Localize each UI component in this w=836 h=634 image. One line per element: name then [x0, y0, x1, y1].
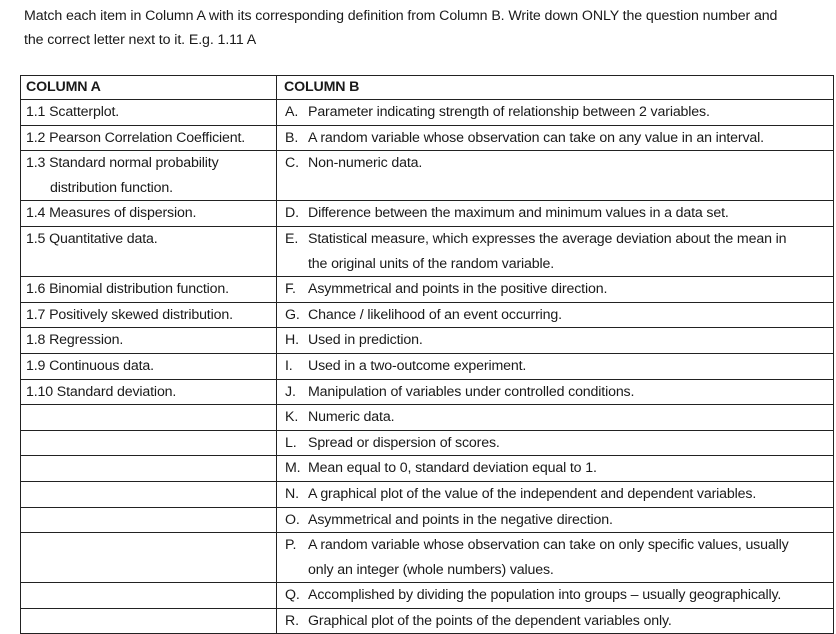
column-b-cell	[277, 583, 834, 609]
definition-line: Chance / likelihood of an event occurring.	[308, 306, 562, 323]
definition-text	[308, 227, 833, 276]
table-row	[21, 456, 834, 482]
definition-text	[308, 354, 833, 379]
column-b-cell	[277, 533, 834, 583]
column-b-cell	[277, 125, 834, 151]
definition-letter: I.	[285, 357, 293, 374]
definition-text	[308, 583, 833, 608]
column-b-cell	[277, 100, 834, 126]
definition-letter: A.	[285, 104, 299, 120]
definition-line: Graphical plot of the points of the dependent variables only.	[308, 612, 672, 629]
table-row	[21, 405, 834, 431]
definition-letter: Q.	[285, 587, 300, 604]
instructions-line-2: the correct letter next to it. E.g. 1.11 A	[24, 32, 257, 48]
table-row	[21, 125, 834, 151]
definition-text	[308, 380, 833, 405]
column-a-item: 1.10 Standard deviation.	[26, 383, 177, 400]
column-a-cell	[21, 583, 277, 609]
column-a-cell	[21, 507, 277, 533]
column-b-cell	[277, 379, 834, 405]
definition-text	[308, 100, 833, 125]
instructions-line-1: Match each item in Column A with its corresponding definition from Column B. Write down ONLY the question number and	[24, 8, 778, 24]
column-b-cell	[277, 608, 834, 634]
column-a-cell	[21, 100, 277, 126]
column-a-cell	[21, 125, 277, 151]
table-row	[21, 353, 834, 379]
column-b-cell	[277, 481, 834, 507]
column-a-cell	[21, 302, 277, 328]
column-b-header: COLUMN B	[277, 76, 834, 100]
definition-line: A random variable whose observation can take on only specific values, usually	[308, 537, 789, 554]
definition-line: Difference between the maximum and minimum values in a data set.	[308, 205, 729, 222]
table-row	[21, 507, 834, 533]
column-b-cell	[277, 226, 834, 276]
definition-letter: F.	[285, 281, 296, 298]
table-row	[21, 100, 834, 126]
column-a-item: 1.8 Regression.	[26, 332, 124, 349]
table-row	[21, 226, 834, 276]
table-row	[21, 379, 834, 405]
column-a-cell	[21, 608, 277, 634]
column-a-item: 1.3 Standard normal probability	[26, 155, 219, 172]
definition-letter: L.	[285, 434, 297, 451]
table-row	[21, 533, 834, 583]
definition-letter: M.	[285, 460, 301, 477]
column-a-cell	[21, 328, 277, 354]
definition-text	[308, 456, 833, 481]
definition-text	[308, 328, 833, 353]
definition-letter: N.	[285, 485, 299, 502]
column-a-header: COLUMN A	[21, 76, 277, 100]
definition-line: Non-numeric data.	[308, 155, 423, 172]
definition-text	[308, 151, 833, 176]
instructions	[24, 4, 824, 52]
column-a-cell	[21, 533, 277, 583]
definition-text	[308, 126, 833, 151]
column-b-cell	[277, 302, 834, 328]
definition-letter: H.	[285, 332, 299, 349]
column-a-cell	[21, 151, 277, 201]
column-a-item: 1.6 Binomial distribution function.	[26, 281, 229, 298]
column-b-cell	[277, 277, 834, 303]
column-a-cell	[21, 353, 277, 379]
column-b-cell	[277, 151, 834, 201]
column-a-item: 1.5 Quantitative data.	[26, 230, 158, 247]
definition-line: Accomplished by dividing the population into groups – usually geographically.	[308, 587, 782, 604]
table-row	[21, 583, 834, 609]
definition-text	[308, 431, 833, 456]
definition-line: Asymmetrical and points in the negative direction.	[308, 511, 613, 528]
column-b-cell	[277, 328, 834, 354]
definition-text	[308, 482, 833, 507]
definition-line: A graphical plot of the value of the independent and dependent variables.	[308, 485, 757, 502]
definition-line: Mean equal to 0, standard deviation equal to 1.	[308, 460, 597, 477]
column-a-cell	[21, 405, 277, 431]
definition-line: Asymmetrical and points in the positive direction.	[308, 281, 608, 298]
table-row	[21, 328, 834, 354]
definition-letter: K.	[285, 409, 299, 426]
column-a-item: 1.9 Continuous data.	[26, 357, 154, 374]
table-row	[21, 302, 834, 328]
definition-text	[308, 508, 833, 533]
definition-text	[308, 201, 833, 226]
definition-letter: P.	[285, 537, 297, 554]
column-a-cell	[21, 456, 277, 482]
column-a-cell	[21, 379, 277, 405]
definition-line: Statistical measure, which expresses the average deviation about the mean in	[308, 230, 787, 247]
definition-letter: B.	[285, 129, 299, 146]
definition-text	[308, 303, 833, 328]
definition-line: Used in a two-outcome experiment.	[308, 357, 527, 374]
column-b-cell	[277, 353, 834, 379]
definition-letter: J.	[285, 383, 296, 400]
definition-line: Parameter indicating strength of relationship between 2 variables.	[308, 104, 710, 120]
definition-line: Manipulation of variables under controlled conditions.	[308, 383, 635, 400]
definition-letter: D.	[285, 205, 299, 222]
matching-table	[20, 75, 834, 634]
definition-letter: E.	[285, 230, 299, 247]
column-a-cell	[21, 277, 277, 303]
definition-line-continued: the original units of the random variable.	[308, 255, 555, 272]
definition-line-continued: only an integer (whole numbers) values.	[308, 561, 554, 578]
definition-letter: C.	[285, 155, 299, 172]
table-row	[21, 151, 834, 201]
definition-text	[308, 533, 833, 582]
column-a-cell	[21, 481, 277, 507]
definition-line: Used in prediction.	[308, 332, 423, 349]
table-row	[21, 608, 834, 634]
column-a-item: 1.4 Measures of dispersion.	[26, 205, 197, 222]
column-b-cell	[277, 456, 834, 482]
column-b-cell	[277, 430, 834, 456]
definition-line: Spread or dispersion of scores.	[308, 434, 500, 451]
definition-letter: G.	[285, 306, 300, 323]
definition-text	[308, 405, 833, 430]
table-row	[21, 277, 834, 303]
table-row	[21, 481, 834, 507]
definition-line: Numeric data.	[308, 409, 395, 426]
table-row	[21, 430, 834, 456]
column-a-item: 1.2 Pearson Correlation Coefficient.	[26, 129, 246, 146]
column-a-item-continued: distribution function.	[50, 179, 173, 196]
definition-letter: O.	[285, 511, 300, 528]
column-a-item: 1.1 Scatterplot.	[26, 104, 120, 120]
column-b-cell	[277, 405, 834, 431]
column-a-item: 1.7 Positively skewed distribution.	[26, 306, 233, 323]
table-header-row	[21, 76, 834, 100]
column-a-cell	[21, 430, 277, 456]
definition-text	[308, 277, 833, 302]
definition-line: A random variable whose observation can take on any value in an interval.	[308, 129, 764, 146]
table-row	[21, 201, 834, 227]
column-a-cell	[21, 226, 277, 276]
column-b-cell	[277, 201, 834, 227]
column-b-cell	[277, 507, 834, 533]
definition-text	[308, 609, 833, 634]
column-a-cell	[21, 201, 277, 227]
definition-letter: R.	[285, 612, 299, 629]
